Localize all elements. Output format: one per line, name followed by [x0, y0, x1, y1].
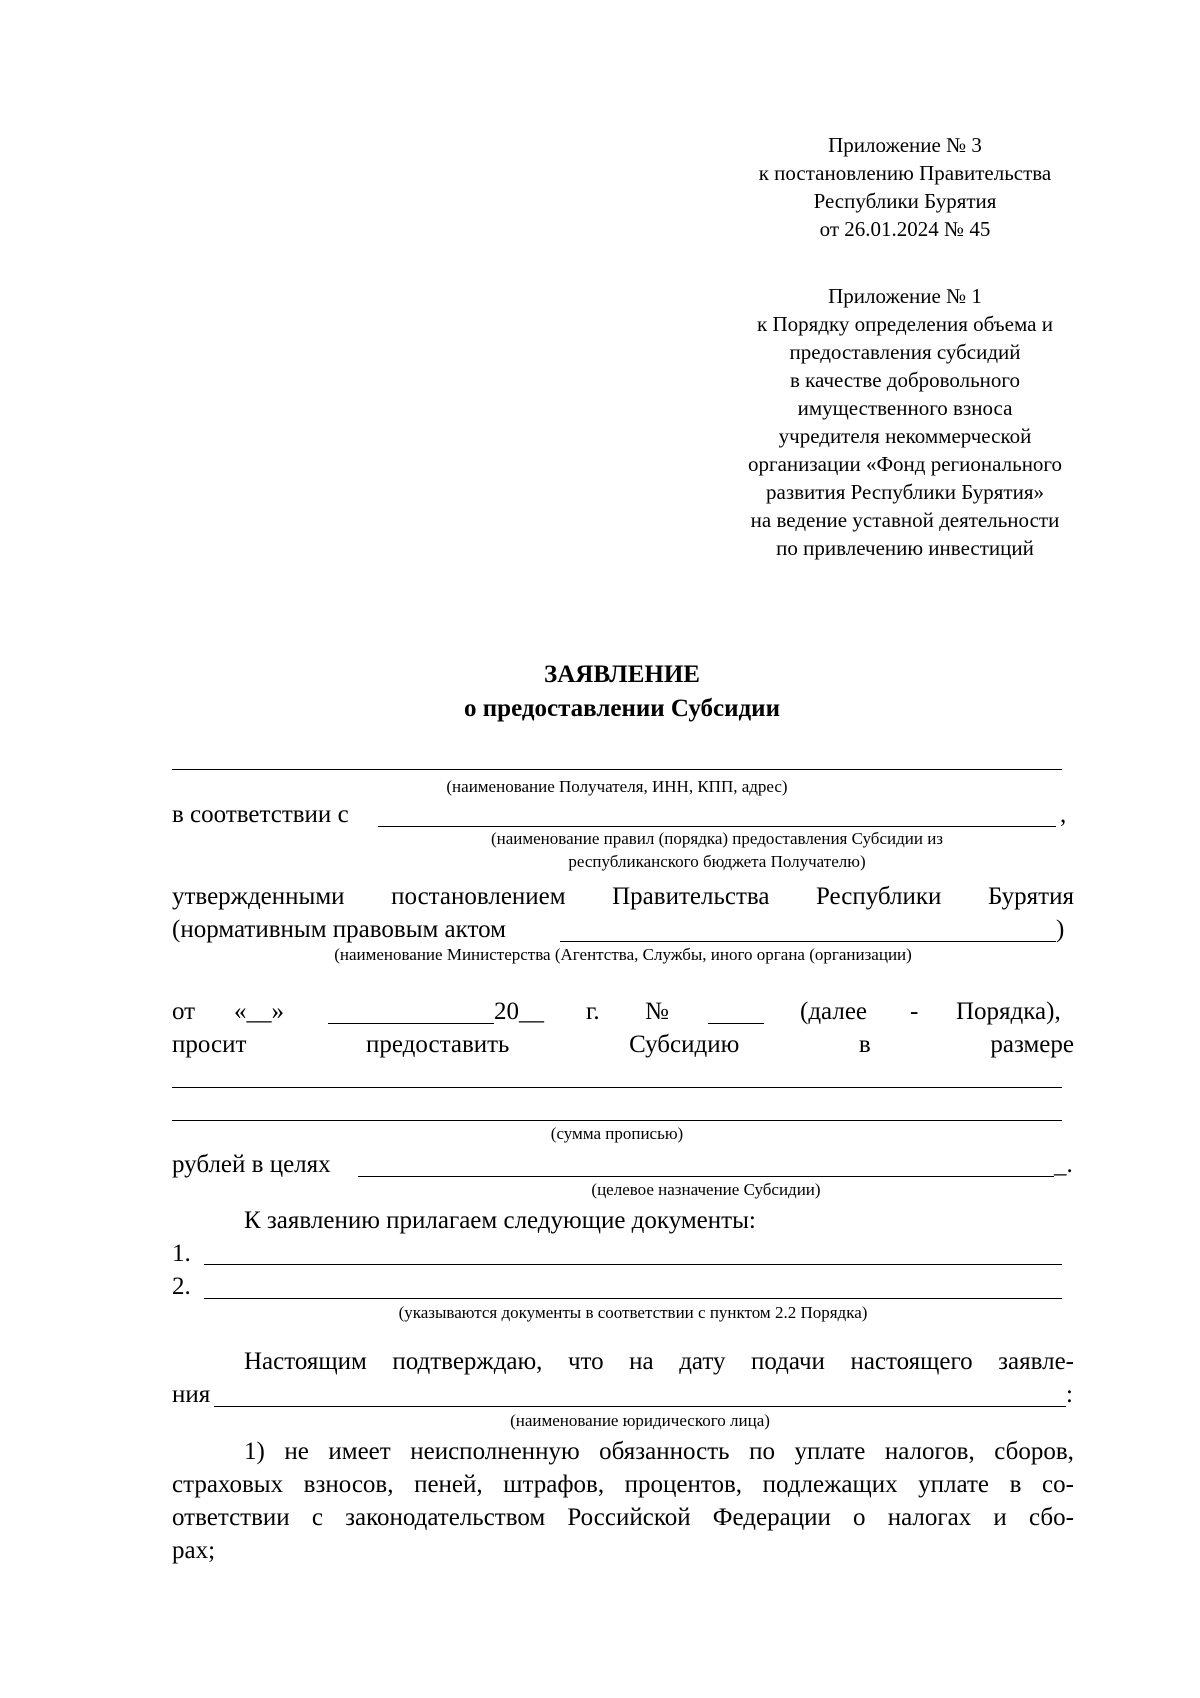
date-number-blank[interactable] — [708, 1023, 764, 1024]
item1-word: обязанность — [599, 1438, 730, 1465]
confirm-word: настоящего — [850, 1348, 973, 1375]
confirm-word: заявле- — [998, 1348, 1074, 1375]
date-day[interactable]: «__» — [234, 998, 284, 1025]
according-comma: , — [1060, 801, 1067, 828]
rules-blank-line[interactable] — [378, 826, 1056, 827]
docs-caption: (указываются документы в соответствии с пунктом 2.2 Порядка) — [398, 1303, 868, 1322]
confirm-word: дату — [679, 1348, 726, 1375]
appendix-3-line: Республики Бурятия — [813, 189, 997, 213]
appendix-1-block — [695, 282, 1115, 562]
item1-word: законодательством — [345, 1504, 546, 1531]
item1-word: в — [1009, 1471, 1022, 1498]
appendix-3-line: от 26.01.2024 № 45 — [819, 217, 991, 241]
recipient-caption: (наименование Получателя, ИНН, КПП, адрес) — [446, 777, 788, 796]
item1-word: ответствии — [172, 1504, 290, 1531]
appendix-1-line: на ведение уставной деятельности — [750, 508, 1060, 532]
doc-blank-line[interactable] — [204, 1298, 1062, 1299]
item1-word: по — [749, 1438, 775, 1465]
item1-word: и — [993, 1504, 1007, 1531]
date-order: Порядка), — [956, 998, 1061, 1025]
confirm-word: что — [567, 1348, 604, 1375]
confirm-line — [244, 1347, 1074, 1377]
date-from: от — [172, 998, 196, 1025]
item1-word: Российской — [567, 1504, 691, 1531]
rules-caption: (наименование правил (порядка) предоставления Субсидии из — [490, 829, 944, 848]
item1-word: подлежащих — [762, 1471, 898, 1498]
document-subtitle: о предоставлении Субсидии — [464, 695, 780, 722]
rules-caption: республиканского бюджета Получателю) — [568, 852, 866, 871]
item1-line — [244, 1437, 1074, 1467]
request-word: размере — [990, 1031, 1074, 1058]
item1-line — [172, 1470, 1074, 1500]
date-further: (далее — [800, 998, 868, 1025]
request-line — [172, 1030, 1074, 1060]
normative-close: ) — [1056, 916, 1065, 943]
appendix-1-line: предоставления субсидий — [789, 340, 1021, 364]
doc-number: 2. — [172, 1273, 191, 1300]
item1-word: Федерации — [712, 1504, 831, 1531]
item1-word: налогах — [887, 1504, 972, 1531]
item1-word: сборов, — [994, 1438, 1074, 1465]
approved-word: постановлением — [391, 883, 566, 910]
request-word: Субсидию — [629, 1031, 740, 1058]
item1-word: взносов, — [303, 1471, 394, 1498]
confirm-colon: : — [1066, 1381, 1073, 1408]
appendix-1-line: в качестве добровольного — [789, 368, 1021, 392]
rubles-label: рублей в целях — [172, 1151, 331, 1178]
amount-blank-line[interactable] — [172, 1120, 1062, 1121]
attach-heading: К заявлению прилагаем следующие документы: — [244, 1207, 756, 1234]
doc-number: 1. — [172, 1240, 191, 1267]
request-word: просит — [172, 1031, 247, 1058]
item1-word: уплате — [918, 1471, 989, 1498]
normative-blank-line[interactable] — [560, 941, 1056, 942]
document-title: ЗАЯВЛЕНИЕ — [544, 661, 700, 688]
item1-word: штрафов, — [503, 1471, 605, 1498]
amount-blank-line[interactable] — [172, 1087, 1062, 1088]
appendix-1-line: Приложение № 1 — [828, 284, 982, 308]
item1-word: неисполненную — [410, 1438, 580, 1465]
item1-word: процентов, — [624, 1471, 743, 1498]
date-number-sign: № — [645, 998, 669, 1025]
legal-entity-blank-line[interactable] — [214, 1406, 1066, 1407]
item1-word: с — [311, 1504, 323, 1531]
date-g: г. — [586, 998, 600, 1025]
item1-line — [172, 1503, 1074, 1533]
approved-line — [172, 882, 1074, 912]
appendix-3-line: Приложение № 3 — [828, 133, 982, 157]
date-year[interactable]: 20__ — [494, 998, 544, 1025]
approved-word: Республики — [815, 883, 942, 910]
legal-entity-caption: (наименование юридического лица) — [510, 1411, 770, 1430]
approved-word: Бурятия — [987, 883, 1074, 910]
item1-word: не — [284, 1438, 309, 1465]
item1-word: имеет — [328, 1438, 391, 1465]
request-word: в — [858, 1031, 871, 1058]
item1-word: страховых — [172, 1471, 284, 1498]
confirm-continuation: ния — [172, 1381, 211, 1408]
purpose-caption: (целевое назначение Субсидии) — [591, 1180, 821, 1199]
item1-word: пеней, — [414, 1471, 483, 1498]
amount-caption: (сумма прописью) — [550, 1124, 684, 1143]
item1-word: о — [853, 1504, 866, 1531]
according-label: в соответствии с — [172, 801, 349, 828]
appendix-3-block — [695, 131, 1115, 243]
confirm-word: подтверждаю, — [392, 1348, 543, 1375]
appendix-1-line: к Порядку определения объема и — [757, 312, 1053, 336]
approved-word: утвержденными — [172, 883, 345, 910]
item1-word: уплате — [794, 1438, 866, 1465]
appendix-3-line: к постановлению Правительства — [758, 161, 1052, 185]
recipient-blank-line[interactable] — [172, 769, 1062, 770]
appendix-1-line: учредителя некоммерческой — [778, 424, 1032, 448]
appendix-1-line: по привлечению инвестиций — [776, 536, 1034, 560]
normative-label: (нормативным правовым актом — [172, 916, 506, 943]
confirm-word: Настоящим — [244, 1348, 367, 1375]
purpose-blank-line[interactable] — [358, 1176, 1054, 1177]
confirm-word: на — [629, 1348, 654, 1375]
item1-word: со- — [1041, 1471, 1074, 1498]
item1-word: налогов, — [884, 1438, 975, 1465]
ministry-caption: (наименование Министерства (Агентства, Службы, иного органа (организации) — [334, 945, 912, 964]
item1-word: сбо- — [1028, 1504, 1074, 1531]
item1-word: 1) — [244, 1438, 265, 1465]
rubles-end: _. — [1054, 1151, 1073, 1178]
appendix-1-line: организации «Фонд регионального — [747, 452, 1063, 476]
approved-word: Правительства — [612, 883, 770, 910]
date-dash: - — [910, 998, 919, 1025]
appendix-1-line: развития Республики Бурятия» — [766, 480, 1044, 504]
date-month-blank[interactable] — [328, 1023, 494, 1024]
item1-last-line: рах; — [172, 1537, 216, 1564]
confirm-word: подачи — [750, 1348, 825, 1375]
appendix-1-line: имущественного взноса — [797, 396, 1013, 420]
doc-blank-line[interactable] — [204, 1264, 1062, 1265]
request-word: предоставить — [366, 1031, 510, 1058]
